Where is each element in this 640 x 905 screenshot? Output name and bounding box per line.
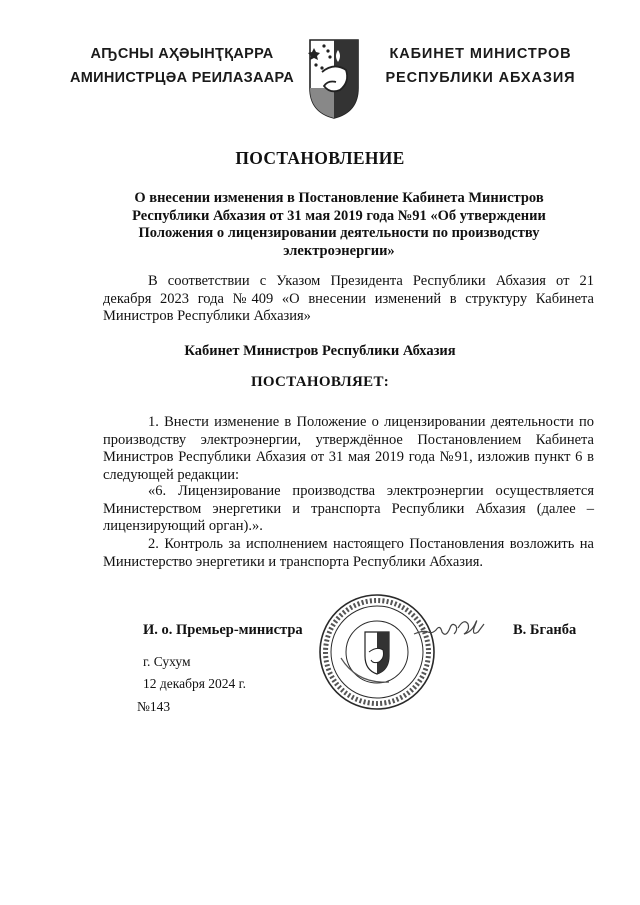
issue-date: 12 декабря 2024 г.: [143, 676, 247, 691]
document-number: №143: [137, 699, 171, 714]
header-russian: [378, 42, 583, 90]
header-abkhaz-line1: АҦСНЫ АҲӘЫНҬҚАРРА: [90, 46, 274, 62]
header-russian-line1: КАБИНЕТ МИНИСТРОВ: [389, 46, 572, 62]
document-title: ПОСТАНОВЛЕНИЕ: [235, 148, 405, 168]
preamble-paragraph: В соответствии с Указом Президента Республики Абхазия от 21 декабря 2023 года №409 «О внесении изменений в структуру Кабинета Министров Республики Абхазия»: [103, 273, 594, 324]
header-russian-line2: РЕСПУБЛИКИ АБХАЗИЯ: [385, 70, 576, 86]
signatory-name: В. Бганба: [513, 622, 577, 638]
document-subject: О внесении изменения в Постановление Кабинета Министров Республики Абхазия от 31 мая 2019 года №91 «Об утверждении Положения о лицензировании деятельности по производству электроэнергии»: [132, 190, 546, 259]
coat-of-arms-icon: [308, 38, 360, 120]
item-1-paragraph: 1. Внести изменение в Положение о лицензировании деятельности по производству электроэнергии, утверждённое Постановлением Кабинета Министров Республики Абхазия от 31 мая 2019 года №91, изложив пункт 6 в следующей редакции:: [103, 414, 594, 483]
header-abkhaz: [66, 42, 298, 90]
header-abkhaz-line2: АМИНИСТРЦӘА РЕИЛАЗААРА: [69, 70, 295, 86]
item-1-quote: «6. Лицензирование производства электроэнергии осуществляется Министерством энергетики и транспорта Республики Абхазия (далее – лицензирующий орган).».: [103, 483, 594, 534]
item-2-paragraph: 2. Контроль за исполнением настоящего Постановления возложить на Министерство энергетики и транспорта Республики Абхазия.: [103, 536, 594, 570]
issuing-body: Кабинет Министров Республики Абхазия: [184, 343, 456, 359]
handwritten-signature-icon: [412, 612, 486, 642]
official-seal-icon: [317, 592, 437, 712]
issue-city: г. Сухум: [143, 654, 191, 669]
decree-word: ПОСТАНОВЛЯЕТ:: [250, 374, 390, 390]
signatory-position: И. о. Премьер-министра: [143, 622, 303, 638]
